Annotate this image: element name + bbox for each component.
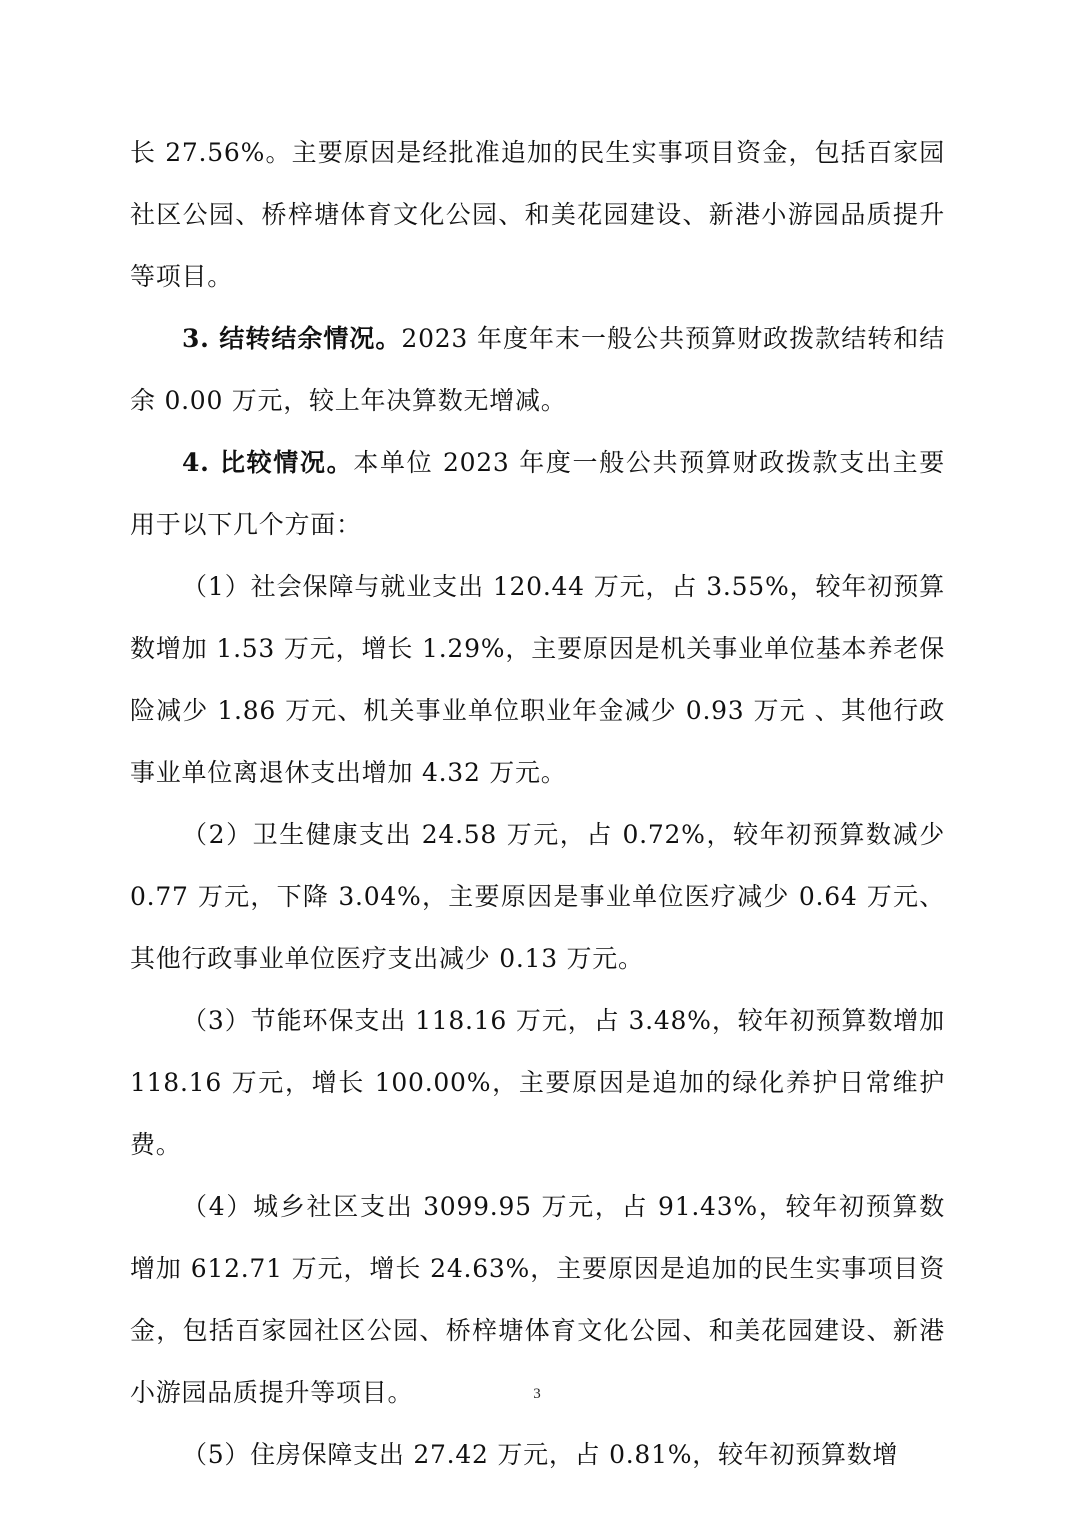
paragraph-item-3	[130, 990, 945, 1176]
paragraph-heading: 4. 比较情况。	[182, 448, 354, 477]
paragraph-item-1	[130, 556, 945, 804]
paragraph-item-2	[130, 804, 945, 990]
paragraph-text: 长 27.56%。主要原因是经批准追加的民生实事项目资金，包括百家园社区公园、桥梓塘体育文化公园、和美花园建设、新港小游园品质提升等项目。	[130, 138, 945, 291]
paragraph-text: 2023 年度年末一般公共预算财政拨款结转和结余 0.00 万元，较上年决算数无增减。	[130, 324, 945, 415]
page-number: 3	[533, 1386, 541, 1402]
paragraph-text: （2）卫生健康支出 24.58 万元，占 0.72%，较年初预算数减少 0.77 万元，下降 3.04%，主要原因是事业单位医疗减少 0.64 万元、其他行政事业单位医疗支出减少 0.13 万元。	[130, 820, 945, 973]
paragraph-text: （3）节能环保支出 118.16 万元，占 3.48%，较年初预算数增加 118.16 万元，增长 100.00%，主要原因是追加的绿化养护日常维护费。	[130, 1006, 945, 1159]
paragraph-item-5	[130, 1424, 945, 1486]
paragraph-text: （5）住房保障支出 27.42 万元，占 0.81%，较年初预算数增	[182, 1440, 899, 1469]
paragraph-text: （1）社会保障与就业支出 120.44 万元，占 3.55%，较年初预算数增加 1.53 万元，增长 1.29%，主要原因是机关事业单位基本养老保险减少 1.86 万元、机关事业单位职业年金减少 0.93 万元 、其他行政事业单位离退休支出增加 4.32 万元。	[130, 572, 945, 787]
paragraph-carryover-balance	[130, 308, 945, 432]
document-body	[130, 122, 945, 1486]
paragraph-text: （4）城乡社区支出 3099.95 万元，占 91.43%，较年初预算数增加 612.71 万元，增长 24.63%，主要原因是追加的民生实事项目资金，包括百家园社区公园、桥梓塘体育文化公园、和美花园建设、新港小游园品质提升等项目。	[130, 1192, 945, 1407]
paragraph-comparison	[130, 432, 945, 556]
paragraph-text: 本单位 2023 年度一般公共预算财政拨款支出主要用于以下几个方面：	[130, 448, 945, 539]
paragraph-continuation	[130, 122, 945, 308]
paragraph-heading: 3. 结转结余情况。	[182, 324, 402, 353]
